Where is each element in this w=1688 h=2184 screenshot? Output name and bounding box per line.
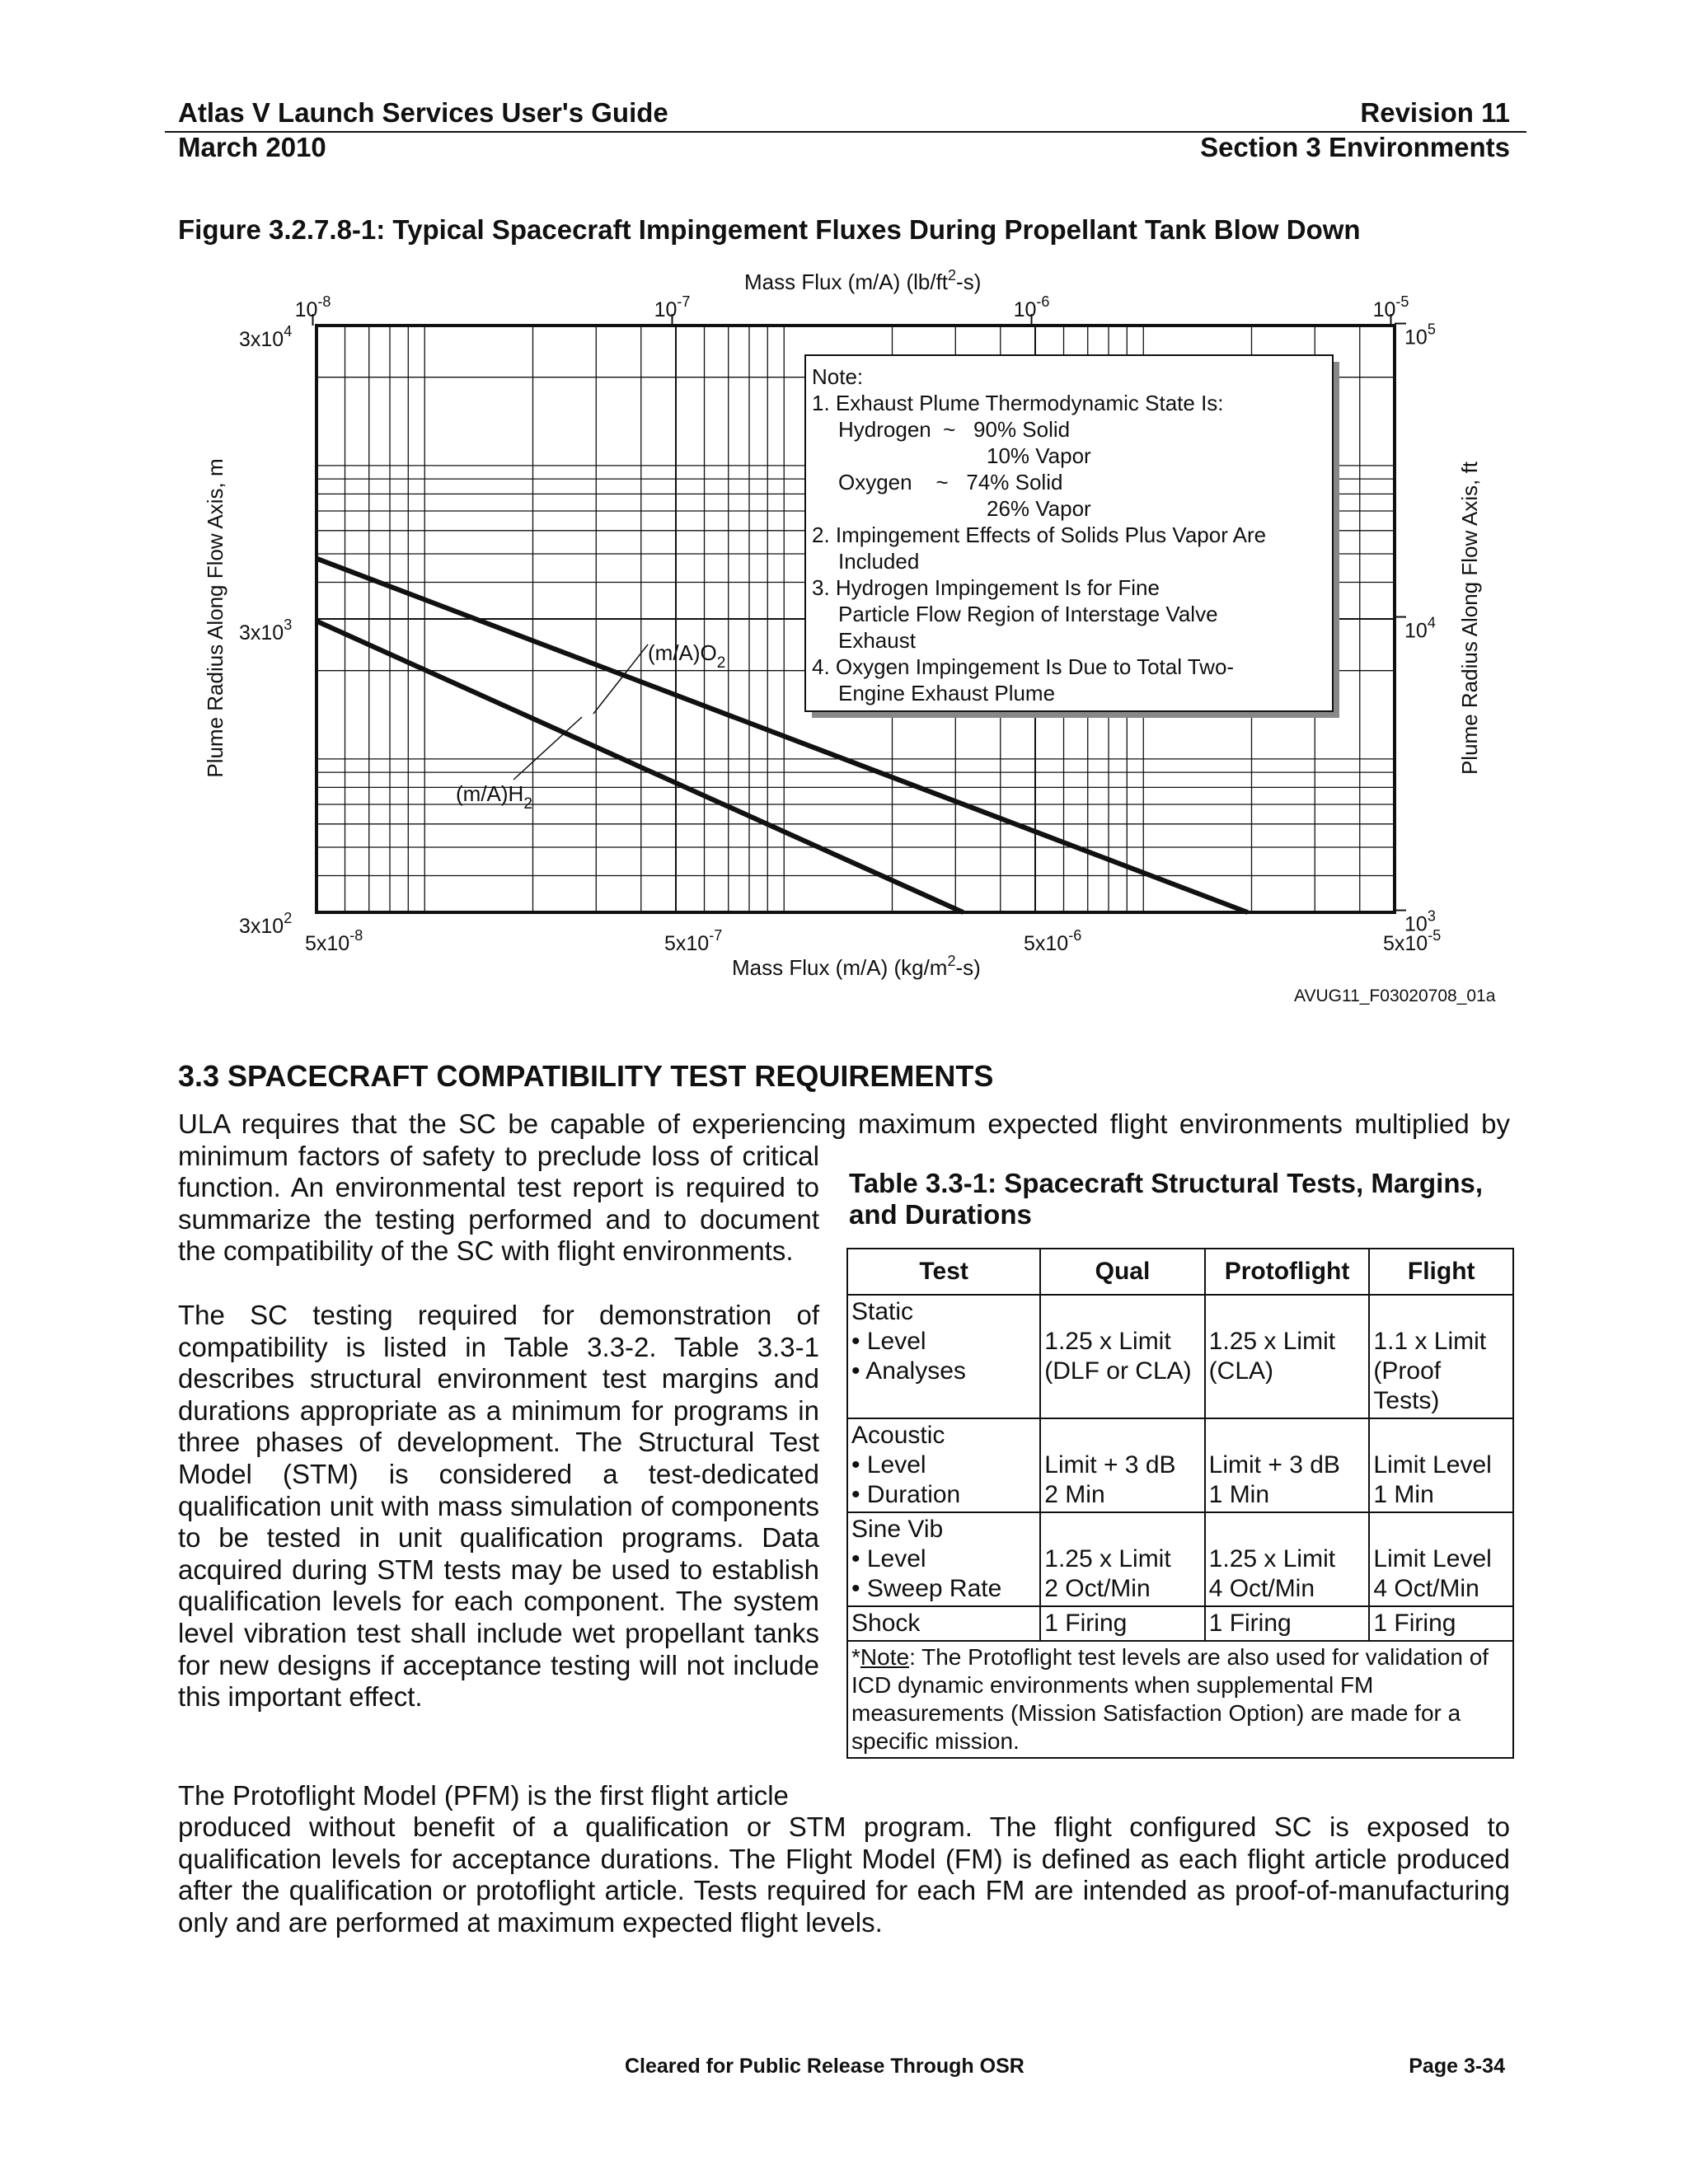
protoflight-cell: Limit + 3 dB 1 Min (1205, 1418, 1370, 1512)
table-title: Table 3.3-1: Spacecraft Structural Tests, Margins, and Durations (849, 1168, 1484, 1230)
note-line: Hydrogen ~ 90% Solid (838, 417, 1071, 442)
footer-page: Page 3-34 (1409, 2055, 1505, 2078)
section-label: Section 3 Environments (1200, 132, 1510, 162)
x-tick-label: $5x10^{-7}$ (664, 927, 723, 955)
series-h2-label: $(m/A)H_2$ (456, 781, 532, 813)
doc-date: March 2010 (178, 132, 326, 162)
col-header-protoflight: Protoflight (1205, 1249, 1370, 1295)
test-cell: Acoustic • Level • Duration (847, 1418, 1040, 1512)
figure-title: Figure 3.2.7.8-1: Typical Spacecraft Impingement Fluxes During Propellant Tank Blow Down (178, 214, 1361, 245)
flight-cell: Limit Level 4 Oct/Min (1369, 1512, 1513, 1606)
figure-id: AVUG11_F03020708_01a (1294, 987, 1496, 1005)
test-cell: Static • Level • Analyses (847, 1295, 1040, 1418)
paragraph-3-line2: produced without benefit of a qualification or STM program. The flight configured SC is exposed to (178, 1811, 1510, 1842)
qual-cell: 1.25 x Limit 2 Oct/Min (1040, 1512, 1204, 1606)
note-line: Oxygen ~ 74% Solid (838, 470, 1063, 494)
table-note: *Note: The Protoflight test levels are also used for validation of ICD dynamic environments when supplemental FM measurements (Mission Satisfaction Option) are made for a specific mission. (847, 1641, 1513, 1758)
protoflight-cell: 1.25 x Limit (CLA) (1205, 1295, 1370, 1418)
table-row-shock (847, 1606, 1513, 1641)
table-note-row (847, 1641, 1513, 1758)
col-header-flight: Flight (1369, 1249, 1513, 1295)
x2-tick-label: $10^{-7}$ (654, 293, 691, 321)
table-row-sine-vib (847, 1512, 1513, 1606)
impingement-flux-chart (0, 0, 1688, 1005)
x2-tick-label: $10^{-6}$ (1013, 293, 1050, 321)
note-line: 10% Vapor (987, 443, 1091, 468)
protoflight-cell: 1 Firing (1205, 1606, 1370, 1641)
note-line: Note: (812, 364, 864, 389)
y-tick-label: $3x10^4$ (239, 323, 293, 351)
flight-cell: 1 Firing (1369, 1606, 1513, 1641)
table-header-row (847, 1249, 1513, 1295)
left-axis-label: Plume Radius Along Flow Axis, m (203, 458, 227, 778)
note-line: 4. Oxygen Impingement Is Due to Total Two- (812, 654, 1235, 679)
section-heading: 3.3 SPACECRAFT COMPATIBILITY TEST REQUIREMENTS (178, 1059, 994, 1093)
right-axis-label: Plume Radius Along Flow Axis, ft (1457, 461, 1482, 776)
y-tick-label: $3x10^2$ (239, 910, 293, 938)
note-line: 2. Impingement Effects of Solids Plus Vapor Are (812, 523, 1267, 547)
x-tick-label: $5x10^{-5}$ (1383, 927, 1442, 955)
qual-cell: Limit + 3 dB 2 Min (1040, 1418, 1204, 1512)
footer-release: Cleared for Public Release Through OSR (625, 2055, 1025, 2078)
x2-tick-label: $10^{-8}$ (294, 293, 331, 321)
x-tick-label: $5x10^{-6}$ (1024, 927, 1082, 955)
x2-tick-label: $10^{-5}$ (1372, 293, 1409, 321)
table-row-acoustic (847, 1418, 1513, 1512)
protoflight-cell: 1.25 x Limit 4 Oct/Min (1205, 1512, 1370, 1606)
test-cell: Shock (847, 1606, 1040, 1641)
qual-cell: 1 Firing (1040, 1606, 1204, 1641)
col-header-test: Test (847, 1249, 1040, 1295)
y2-tick-label: $10^4$ (1404, 614, 1436, 643)
note-line: Engine Exhaust Plume (838, 681, 1056, 705)
y-tick-label: $3x10^3$ (239, 616, 293, 644)
structural-tests-table (846, 1248, 1514, 1759)
bottom-axis-label: Mass Flux (m/A) $(kg/m^2-s)$ (732, 953, 981, 980)
y2-tick-label: $10^5$ (1404, 321, 1436, 349)
col-header-qual: Qual (1040, 1249, 1204, 1295)
note-line: 3. Hydrogen Impingement Is for Fine (812, 575, 1160, 600)
note-line: Exhaust (838, 628, 916, 653)
paragraph-2: The SC testing required for demonstration of compatibility is listed in Table 3.3-2. Table 3.3-1 describes structural environment test margins and durations appropriate as a minimum for programs in three phases of development. The Structural Test Model (STM) is considered a test-dedicated qualification unit with mass simulation of components to be tested in unit qualification programs. Data acquired during STM tests may be used to establish qualification levels for each component. The system level vibration test shall include wet propellant tanks for new designs if acceptance testing will not include this important effect. (178, 1300, 819, 1713)
x-tick-label: $5x10^{-8}$ (305, 927, 363, 955)
doc-title: Atlas V Launch Services User's Guide (178, 97, 668, 128)
note-line: Particle Flow Region of Interstage Valve (838, 602, 1218, 626)
paragraph-3-line1: The Protoflight Model (PFM) is the first flight article (178, 1780, 789, 1811)
paragraph-3 (178, 1811, 1510, 1938)
paragraph-1-line1: ULA requires that the SC be capable of experiencing maximum expected flight environments multiplied by (178, 1108, 1510, 1139)
table-row-static (847, 1295, 1513, 1418)
flight-cell: 1.1 x Limit (Proof Tests) (1369, 1295, 1513, 1418)
paragraph-1-rest: minimum factors of safety to preclude loss of critical function. An environmental test report is required to summarize the testing performed and to document the compatibility of the SC with flight environments. (178, 1140, 819, 1267)
paragraph-3-rest: qualification levels for acceptance durations. The Flight Model (FM) is defined as each flight article produced after the qualification or protoflight article. Tests required for each FM are intended as proof-of-manufacturing only and are performed at maximum expected flight levels. (178, 1843, 1510, 1938)
note-line: 26% Vapor (987, 496, 1091, 521)
flight-cell: Limit Level 1 Min (1369, 1418, 1513, 1512)
qual-cell: 1.25 x Limit (DLF or CLA) (1040, 1295, 1204, 1418)
note-line: Included (838, 549, 920, 574)
chart-note-box (805, 355, 1339, 718)
y2-tick-label: $10^3$ (1404, 907, 1436, 936)
note-line: 1. Exhaust Plume Thermodynamic State Is: (812, 391, 1224, 415)
test-cell: Sine Vib • Level • Sweep Rate (847, 1512, 1040, 1606)
series-o2-label: $(m/A)O_2$ (648, 640, 726, 672)
top-axis-label: Mass Flux (m/A) $(lb/ft^2-s)$ (744, 267, 982, 294)
revision: Revision 11 (1360, 97, 1510, 128)
